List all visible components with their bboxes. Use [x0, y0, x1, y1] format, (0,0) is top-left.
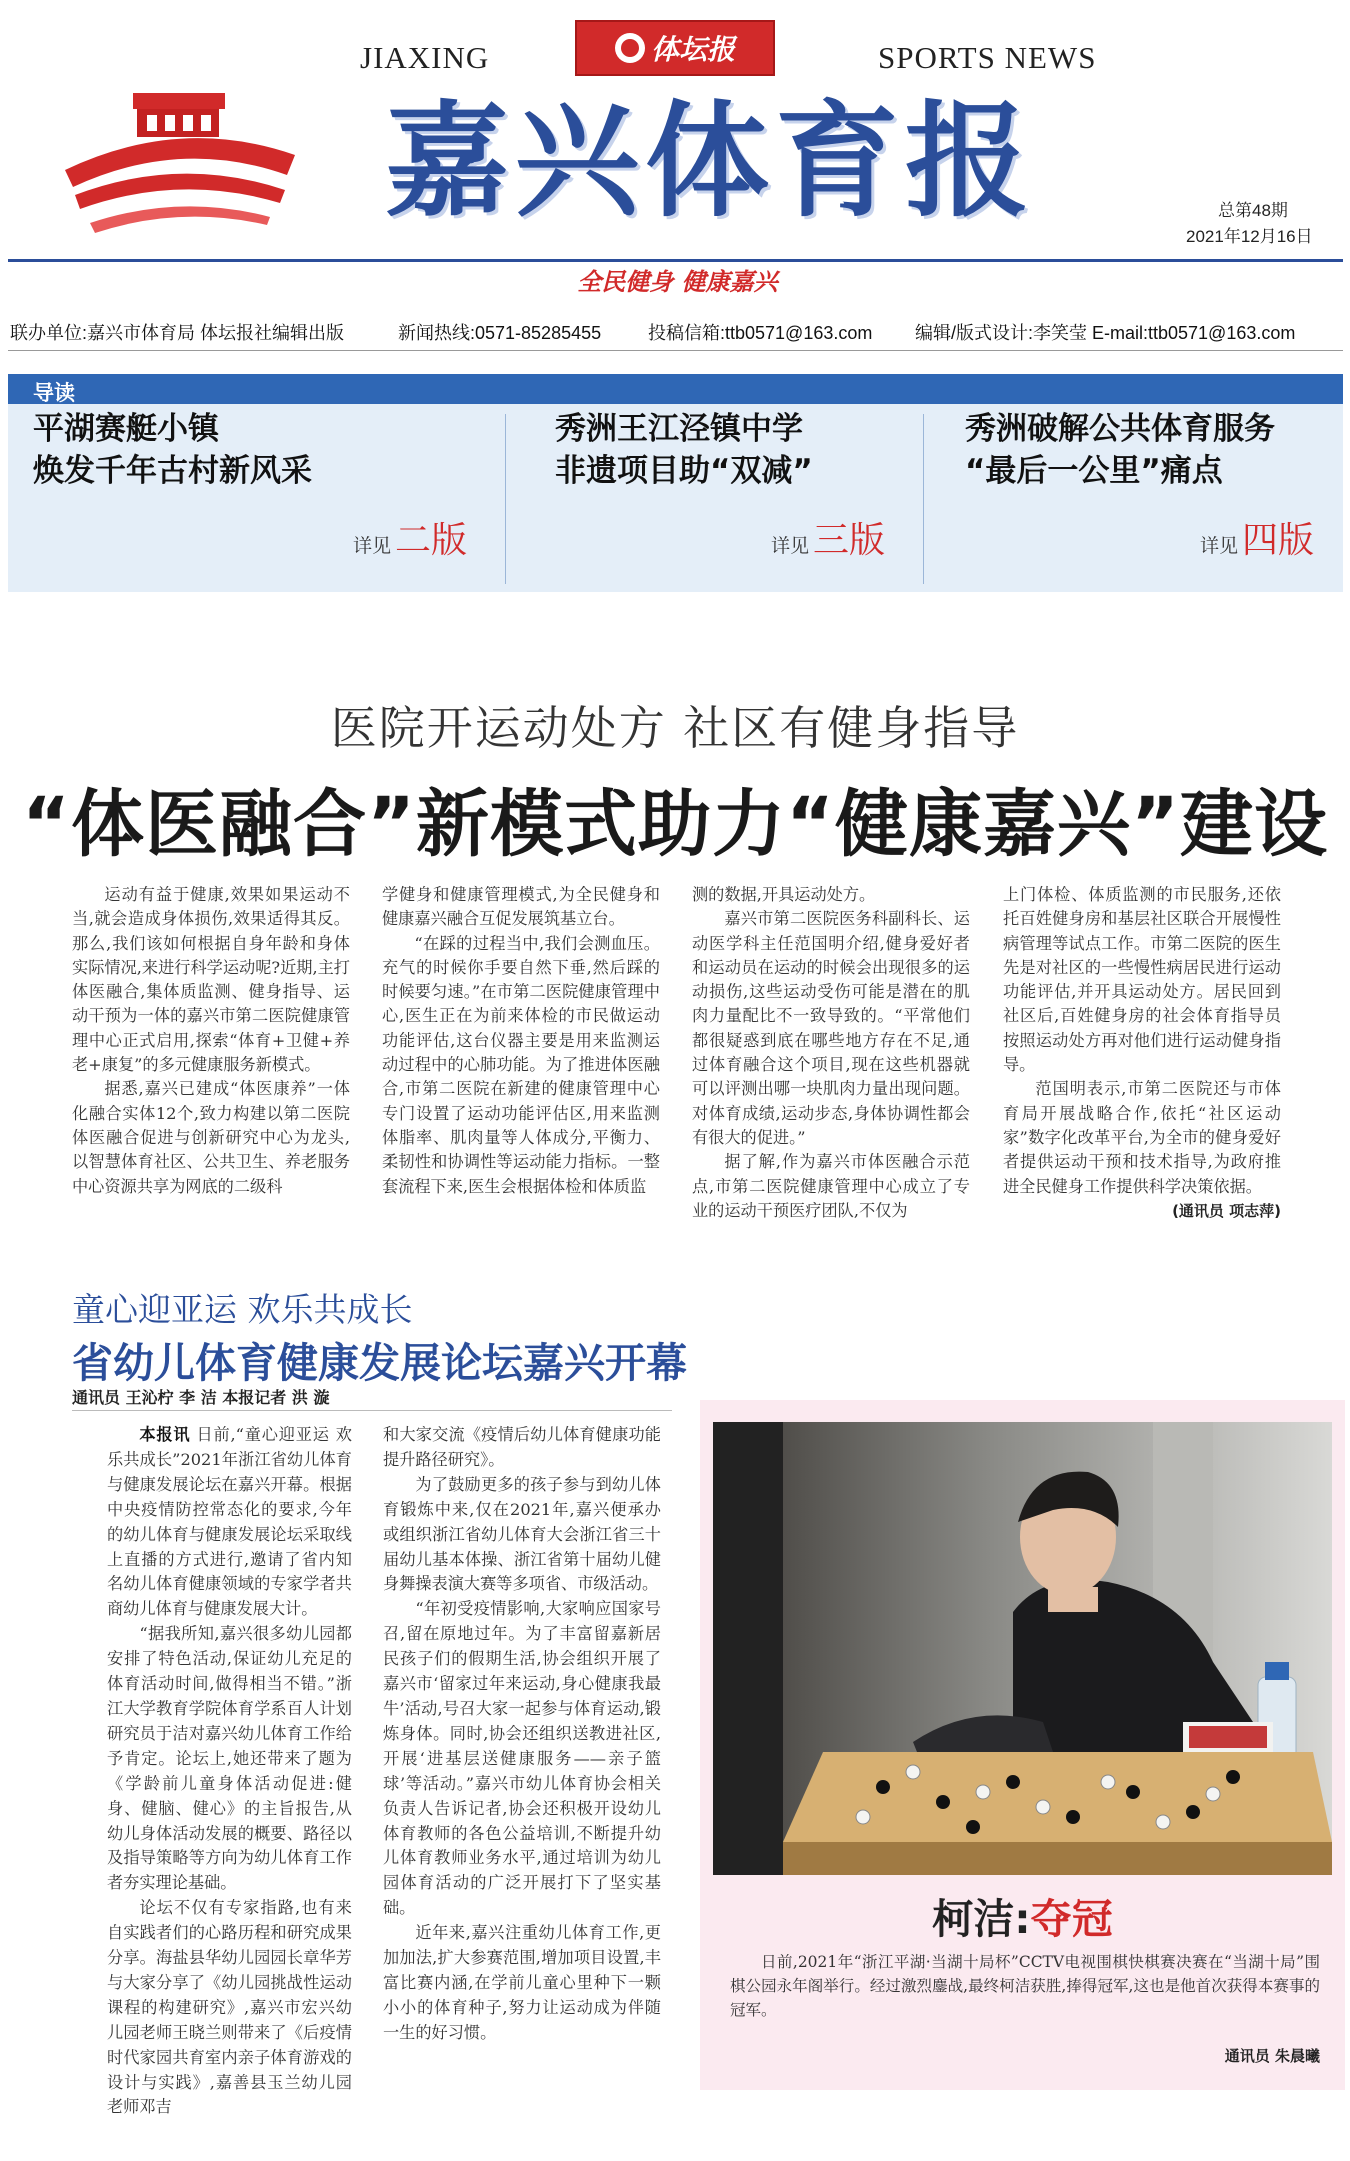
paragraph: 学健身和健康管理模式,为全民健身和健康嘉兴融合互促发展筑基立台。: [382, 885, 660, 929]
paragraph: 和大家交流《疫情后幼儿体育健康功能提升路径研究》。: [383, 1425, 661, 1469]
guide-divider: [505, 414, 506, 584]
guide-item-1[interactable]: [8, 404, 498, 592]
lead-story-column-2: [382, 883, 660, 1233]
masthead-sports-news-en: SPORTS NEWS: [878, 40, 1097, 75]
second-story-headline: 省幼儿体育健康发展论坛嘉兴开幕: [72, 1339, 687, 1387]
guide-item-2-page: 三版: [813, 520, 886, 561]
newspaper-title: 嘉兴体育报: [385, 90, 1036, 234]
submission-email[interactable]: 投稿信箱:ttb0571@163.com: [648, 323, 873, 343]
guide-item-2-line2: 非遗项目助“双减”: [555, 453, 813, 489]
hotline-info: 新闻热线:0571-85285455: [398, 323, 602, 343]
lead-label: 本报讯: [139, 1425, 191, 1444]
guide-item-2-line1: 秀洲王江泾镇中学: [555, 411, 803, 447]
lead-story-column-1: [72, 883, 350, 1233]
guide-item-1-line1: 平湖赛艇小镇: [33, 411, 219, 447]
lead-story-byline: (通讯员 项志萍): [1172, 1201, 1281, 1220]
paragraph: “在踩的过程当中,我们会测血压。充气的时候你手要自然下垂,然后踩的时候要匀速。”在市第二医院健康管理中心,医生正在为前来体检的市民做运动功能评估,这台仪器主要是用来监测运动过程中的心肺功能。为了推进体医融合,市第二医院在新建的健康管理中心专门设置了运动功能评估区,用来监测体脂率、肌肉量等人体成分,平衡力、柔韧性和协调性等运动能力指标。一整套流程下来,医生会根据体检和体质监: [382, 933, 660, 1196]
second-story-rule: [72, 1410, 672, 1411]
masthead-slogan: 全民健身 健康嘉兴: [555, 262, 800, 297]
red-boat-logo-icon: [55, 75, 305, 255]
photo-title-highlight: 夺冠: [1030, 1895, 1113, 1943]
second-story-column-1: [107, 1423, 352, 2117]
guide-label: 导读: [33, 381, 75, 405]
guide-item-3[interactable]: [933, 404, 1343, 592]
guide-divider: [923, 414, 924, 584]
paragraph: 上门体检、体质监测的市民服务,还依托百姓健身房和基层社区联合开展慢性病管理等试点工作。市第二医院的医生先是对社区的一些慢性病居民进行运动功能评估,并开具运动处方。居民回到社区后,百姓健身房的社会体育指导员按照运动处方再对他们进行运动健身指导。: [1003, 885, 1281, 1075]
paragraph: “年初受疫情影响,大家响应国家号召,留在原地过年。为了丰富留嘉新居民孩子们的假期生活,协会组织开展了嘉兴市‘留家过年来运动,身心健康我最牛’活动,号召大家一起参与体育运动,锻炼身体。同时,协会还组织送教进社区,开展‘进基层送健康服务——亲子篮球’等活动。”嘉兴市幼儿体育协会相关负责人告诉记者,协会还积极开设幼儿体育教师的各色公益培训,不断提升幼儿体育教师业务水平,通过培训为幼儿园体育活动的广泛开展打下了坚实基础。: [383, 1599, 661, 1918]
guide-item-3-line1: 秀洲破解公共体育服务: [965, 411, 1275, 447]
photo-caption: 日前,2021年“浙江平湖·当湖十局杯”CCTV电视围棋快棋赛决赛在“当湖十局”围棋公园永年阁举行。经过激烈鏖战,最终柯洁获胜,捧得冠军,这也是他首次获得本赛事的冠军。: [730, 1953, 1320, 2019]
masthead-brand-badge: [575, 20, 775, 76]
lead-story-column-4: [1003, 883, 1281, 1233]
publisher-info: 联办单位:嘉兴市体育局 体坛报社编辑出版: [10, 323, 345, 343]
guide-item-2-see: 详见 三版: [771, 520, 886, 561]
paragraph: 据悉,嘉兴已建成“体医康养”一体化融合实体12个,致力构建以第二医院体医融合促进与创新研究中心为龙头,以智慧体育社区、公共卫生、养老服务中心资源共享为网底的二级科: [72, 1079, 350, 1196]
paragraph: 本报讯 日前,“童心迎亚运 欢乐共成长”2021年浙江省幼儿体育与健康发展论坛在嘉兴开幕。根据中央疫情防控常态化的要求,今年的幼儿体育与健康发展论坛采取线上直播的方式进行,邀请了省内知名幼儿体育健康领域的专家学者共商幼儿体育与健康发展大计。: [107, 1425, 352, 1619]
guide-item-2[interactable]: [513, 404, 923, 592]
photo-feature: [700, 1400, 1345, 2090]
info-bar: [0, 316, 1350, 346]
second-story-byline: 通讯员 王沁柠 李 洁 本报记者 洪 漩: [72, 1388, 330, 1407]
masthead-jiaxing-en: JIAXING: [360, 40, 490, 75]
lead-story-column-3: [692, 883, 970, 1233]
photo-credit: 通讯员 朱晨曦: [1224, 2047, 1320, 2065]
photo-title: [700, 1886, 1345, 1945]
guide-item-1-line2: 焕发千年古村新风采: [33, 453, 312, 489]
issue-number: 总第48期: [1218, 201, 1288, 220]
paragraph: 据了解,作为嘉兴市体医融合示范点,市第二医院健康管理中心成立了专业的运动干预医疗团队,不仅为: [692, 1152, 970, 1220]
photo-title-name: 柯洁:: [932, 1895, 1031, 1943]
guide-label-bar: [8, 374, 1343, 404]
paragraph: 论坛不仅有专家指路,也有来自实践者们的心路历程和研究成果分享。海盐县华幼儿园园长章华芳与大家分享了《幼儿园挑战性运动课程的构建研究》,嘉兴市宏兴幼儿园老师王晓兰则带来了《后疫情时代家园共育室内亲子体育游戏的设计与实践》,嘉善县玉兰幼儿园老师邓吉: [107, 1898, 352, 2117]
paragraph: “据我所知,嘉兴很多幼儿园都安排了特色活动,保证幼儿充足的体育活动时间,做得相当不错。”浙江大学教育学院体育学系百人计划研究员于洁对嘉兴幼儿体育工作给予肯定。论坛上,她还带来了题为《学龄前儿童身体活动促进:健身、健脑、健心》的主旨报告,从幼儿身体活动发展的概要、路径以及指导策略等方向为幼儿体育工作者夯实理论基础。: [107, 1624, 352, 1893]
info-bar-rule: [8, 350, 1343, 351]
second-story-kicker: 童心迎亚运 欢乐共成长: [72, 1290, 413, 1329]
lead-story-kicker: 医院开运动处方 社区有健身指导: [330, 701, 1020, 755]
guide-panel: [8, 374, 1343, 592]
second-story-column-2: [383, 1423, 661, 2091]
editor-info: 编辑/版式设计:李笑莹 E-mail:ttb0571@163.com: [915, 323, 1296, 343]
guide-item-3-see: 详见 四版: [1200, 520, 1315, 561]
paragraph: 测的数据,开具运动处方。: [692, 885, 876, 904]
paragraph: 嘉兴市第二医院医务科副科长、运动医学科主任范国明介绍,健身爱好者和运动员在运动的时候会出现很多的运动损伤,这些运动受伤可能是潜在的肌肉力量配比不一致导致的。“平常他们都很疑惑到底在哪些地方存在不足,通过体育融合这个项目,现在这些机器就可以评测出哪一块肌肉力量出现问题。对体育成绩,运动步态,身体协调性都会有很大的促进。”: [692, 909, 970, 1147]
guide-item-1-see: 详见 二版: [353, 520, 468, 561]
masthead: [0, 0, 1350, 296]
go-player-photo: [713, 1422, 1332, 1875]
paragraph: 近年来,嘉兴注重幼儿体育工作,更加加法,扩大参赛范围,增加项目设置,丰富比赛内涵,在学前儿童心里种下一颗小小的体育种子,努力让运动成为伴随一生的好习惯。: [383, 1923, 661, 2042]
issue-date: 2021年12月16日: [1186, 227, 1313, 246]
guide-item-3-line2: “最后一公里”痛点: [965, 453, 1223, 489]
paragraph: 为了鼓励更多的孩子参与到幼儿体育锻炼中来,仅在2021年,嘉兴便承办或组织浙江省幼儿体育大会浙江省三十届幼儿基本体操、浙江省第十届幼儿健身舞操表演大赛等多项省、市级活动。: [383, 1474, 661, 1594]
lead-story-headline: “体医融合”新模式助力“健康嘉兴”建设: [22, 782, 1328, 867]
go-player-photo-icon: [713, 1422, 1332, 1875]
guide-item-1-page: 二版: [395, 520, 468, 561]
brand-swirl-icon: [615, 33, 645, 63]
paragraph: 范国明表示,市第二医院还与市体育局开展战略合作,依托“社区运动家”数字化改革平台,为全市的健身爱好者提供运动干预和技术指导,为政府推进全民健身工作提供科学决策依据。: [1003, 1079, 1281, 1196]
paragraph: 运动有益于健康,效果如果运动不当,就会造成身体损伤,效果适得其反。那么,我们该如何根据自身年龄和身体实际情况,来进行科学运动呢?近期,主打体医融合,集体质监测、健身指导、运动干预为一体的嘉兴市第二医院健康管理中心正式启用,探索“体育+卫健+养老+康复”的多元健康服务新模式。: [72, 885, 350, 1075]
brand-text: 体坛报: [650, 33, 735, 66]
guide-item-3-page: 四版: [1242, 520, 1315, 561]
